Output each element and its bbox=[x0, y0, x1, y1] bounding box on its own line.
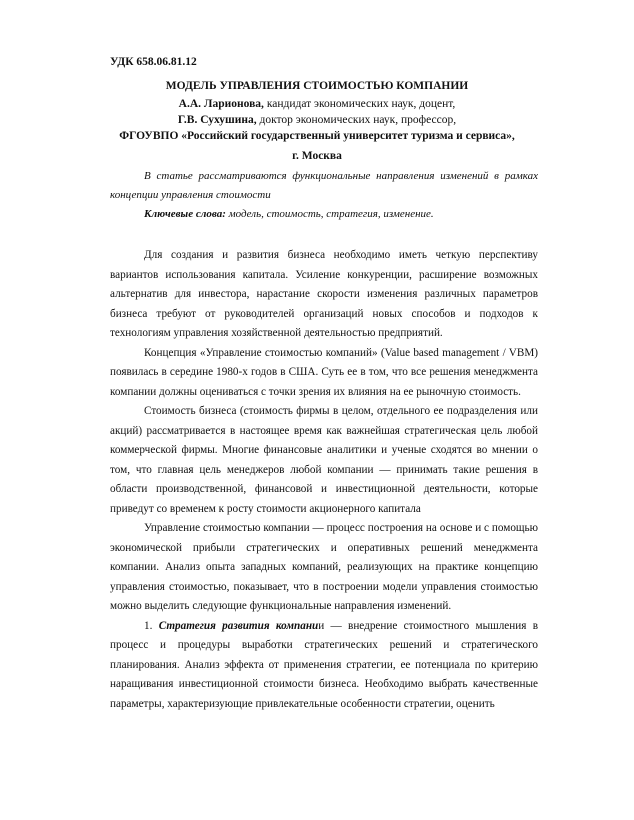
paragraph-5-emphasis: Стратегия развития компани bbox=[158, 619, 319, 632]
city: г. Москва bbox=[292, 150, 342, 162]
paragraph-2: Концепция «Управление стоимостью компаний» (Value based management / VBM) появилась в середине 1980-х годов в США. Суть ее в том, что все решения менеджмента компании должны оцениваться с точки зрения их влияния на ее рыночную стоимость. bbox=[110, 346, 538, 398]
author-2-role: доктор экономических наук, профессор, bbox=[256, 114, 457, 126]
article-title: МОДЕЛЬ УПРАВЛЕНИЯ СТОИМОСТЬЮ КОМПАНИИ bbox=[165, 80, 469, 92]
affiliation: ФГОУВПО «Российский государственный университет туризма и сервиса», bbox=[119, 130, 515, 142]
keywords-list: модель, стоимость, стратегия, изменение. bbox=[225, 208, 434, 220]
article-body bbox=[110, 246, 538, 714]
author-2-name: Г.В. Сухушина, bbox=[177, 114, 257, 126]
keywords bbox=[110, 208, 538, 220]
paragraph-4: Управление стоимостью компании — процесс построения на основе и с помощью экономической прибыли стратегических и оперативных решений менеджмента компании. Анализ опыта западных компаний, реализующих на практике концепцию управления стоимостью, показывает, что в построении модели управления стоимостью можно выделить следующие функциональные направления изменений. bbox=[110, 522, 538, 612]
author-line-1 bbox=[0, 98, 634, 110]
paragraph-5-number: 1. bbox=[144, 619, 159, 632]
author-line-2 bbox=[0, 114, 634, 126]
author-1-name: А.А. Ларионова, bbox=[178, 98, 264, 110]
paragraph-5 bbox=[110, 617, 538, 715]
paragraph-5-text: и — внедрение стоимостного мышления в процесс и процедуры выработки стратегических решений и стратегического планирования. Анализ эффекта от применения стратегии, ее потенциала по критерию наращивания инвестиционной стоимости бизнеса. Необходимо выбрать качественные параметры, характеризующие привлекательные особенности стратегии, оценить bbox=[110, 619, 538, 710]
udc-code: УДК 658.06.81.12 bbox=[110, 56, 197, 68]
author-1-role: кандидат экономических наук, доцент, bbox=[263, 98, 456, 110]
paragraph-3: Стоимость бизнеса (стоимость фирмы в целом, отдельного ее подразделения или акций) рассматривается в настоящее время как важнейшая стратегическая цель любой коммерческой фирмы. Многие финансовые аналитики и ученые сходятся во мнении о том, что главная цель менеджеров любой компании — принимать такие решения в области производственной, финансовой и инвестиционной деятельности, которые приведут со временем к росту стоимости акционерного капитала bbox=[110, 405, 538, 515]
paragraph-1: Для создания и развития бизнеса необходимо иметь четкую перспективу вариантов использования капитала. Усиление конкуренции, расширение возможных альтернатив для инвестора, нарастание скорости изменения различных параметров бизнеса требуют от руководителей организаций новых способов и подходов к технологиям управления хозяйственной деятельностью предприятий. bbox=[110, 249, 538, 339]
abstract: В статье рассматриваются функциональные направления изменений в рамках концепции управления стоимости bbox=[110, 170, 538, 201]
keywords-label: Ключевые слова: bbox=[144, 208, 226, 220]
